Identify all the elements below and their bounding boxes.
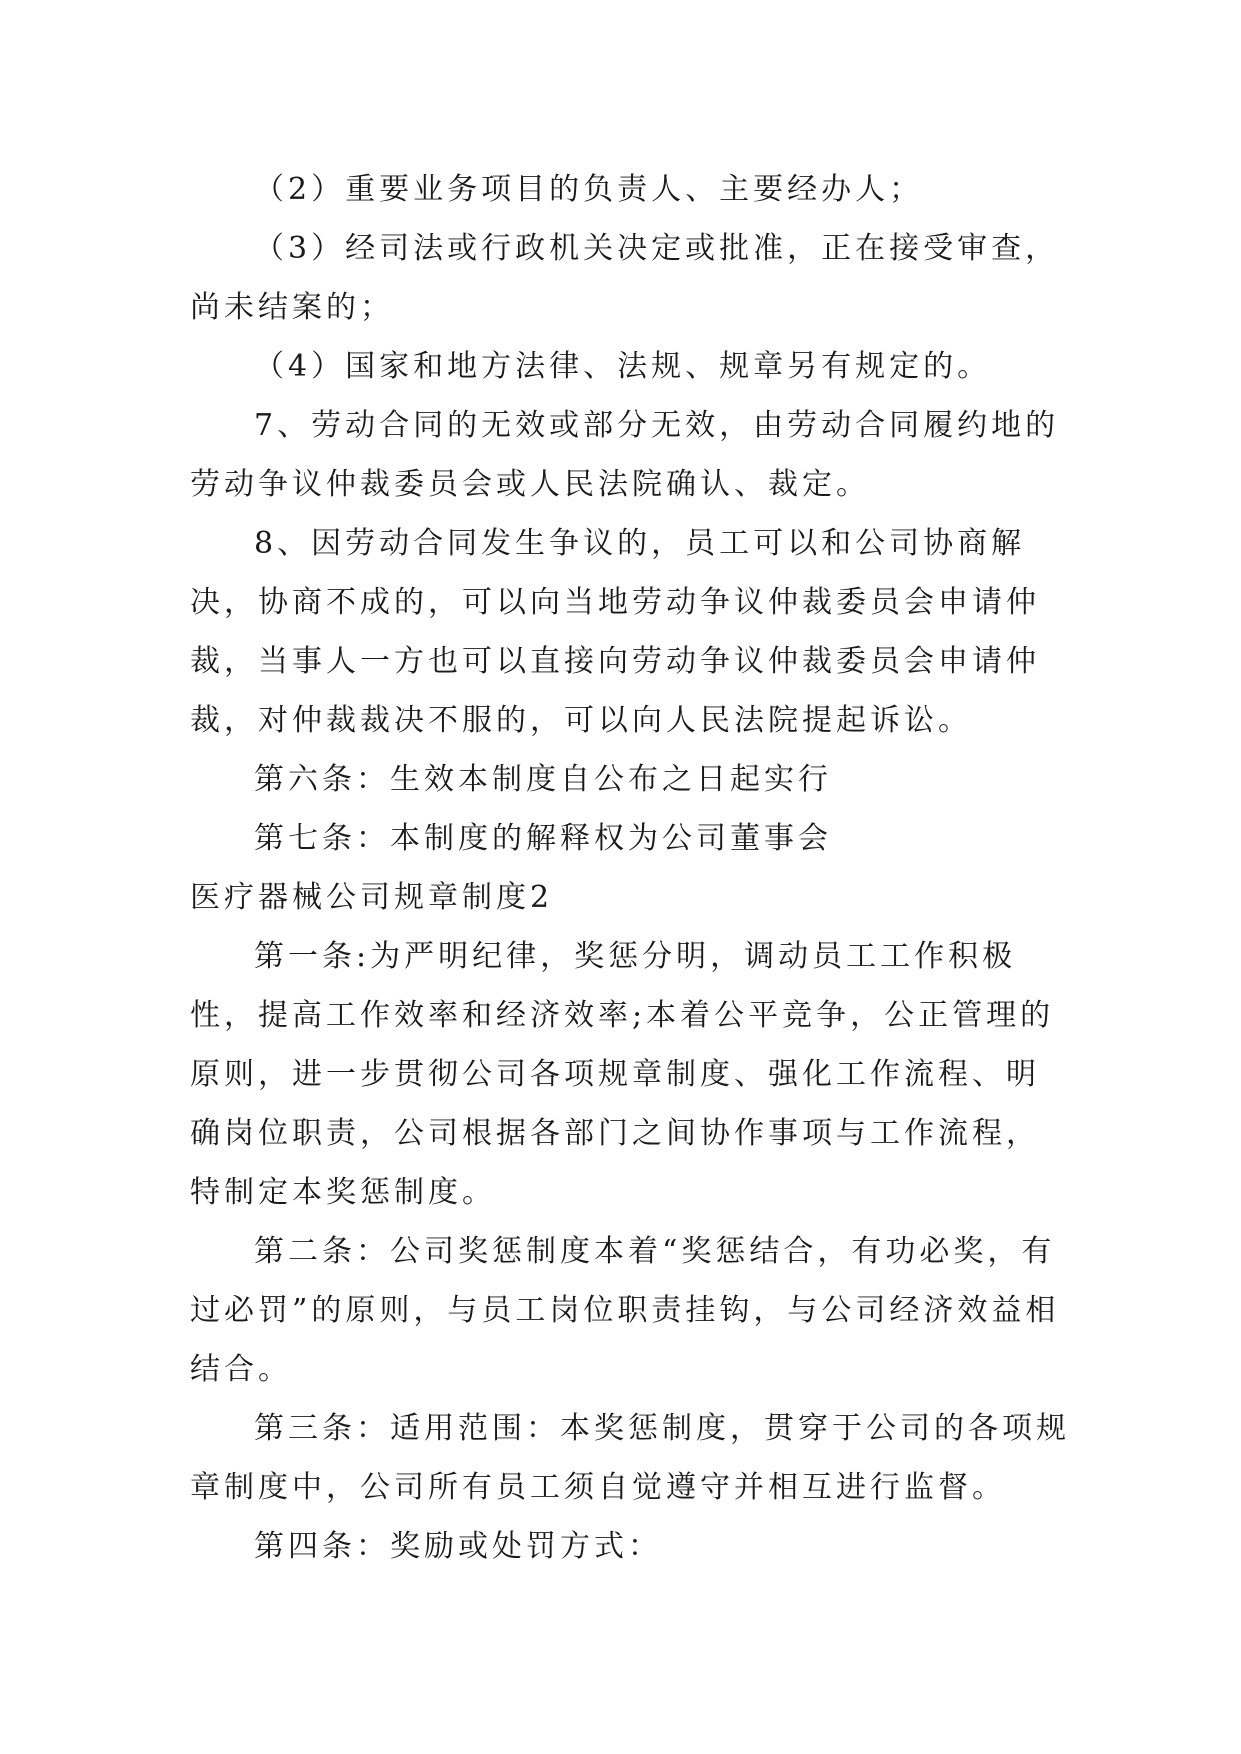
document-body [190, 160, 1070, 1576]
paragraph-item-4: （4）国家和地方法律、法规、规章另有规定的。 [254, 349, 992, 384]
paragraph-clause-8: 8、因劳动合同发生争议的，员工可以和公司协商解决，协商不成的，可以向当地劳动争议仲裁委员会申请仲裁，当事人一方也可以直接向劳动争议仲裁委员会申请仲裁，对仲裁裁决不服的，可以向人民法院提起诉讼。 [190, 526, 1040, 738]
article-4: 第四条：奖励或处罚方式： [254, 1529, 662, 1564]
paragraph-item-3: （3）经司法或行政机关决定或批准，正在接受审查，尚未结案的； [190, 231, 1060, 325]
section-title: 医疗器械公司规章制度2 [190, 880, 554, 915]
paragraph-clause-7: 7、劳动合同的无效或部分无效，由劳动合同履约地的劳动争议仲裁委员会或人民法院确认、裁定。 [190, 408, 1060, 502]
paragraph-item-2: （2）重要业务项目的负责人、主要经办人； [254, 172, 924, 207]
article-3: 第三条：适用范围：本奖惩制度，贯穿于公司的各项规章制度中，公司所有员工须自觉遵守并相互进行监督。 [190, 1411, 1070, 1505]
article-1: 第一条:为严明纪律，奖惩分明，调动员工工作积极性，提高工作效率和经济效率;本着公平竞争，公正管理的原则，进一步贯彻公司各项规章制度、强化工作流程、明确岗位职责，公司根据各部门之间协作事项与工作流程，特制定本奖惩制度。 [190, 939, 1055, 1210]
article-7: 第七条：本制度的解释权为公司董事会 [254, 821, 832, 856]
article-6: 第六条：生效本制度自公布之日起实行 [254, 762, 832, 797]
article-2: 第二条：公司奖惩制度本着“奖惩结合，有功必奖，有过必罚”的原则，与员工岗位职责挂钩，与公司经济效益相结合。 [190, 1234, 1060, 1387]
